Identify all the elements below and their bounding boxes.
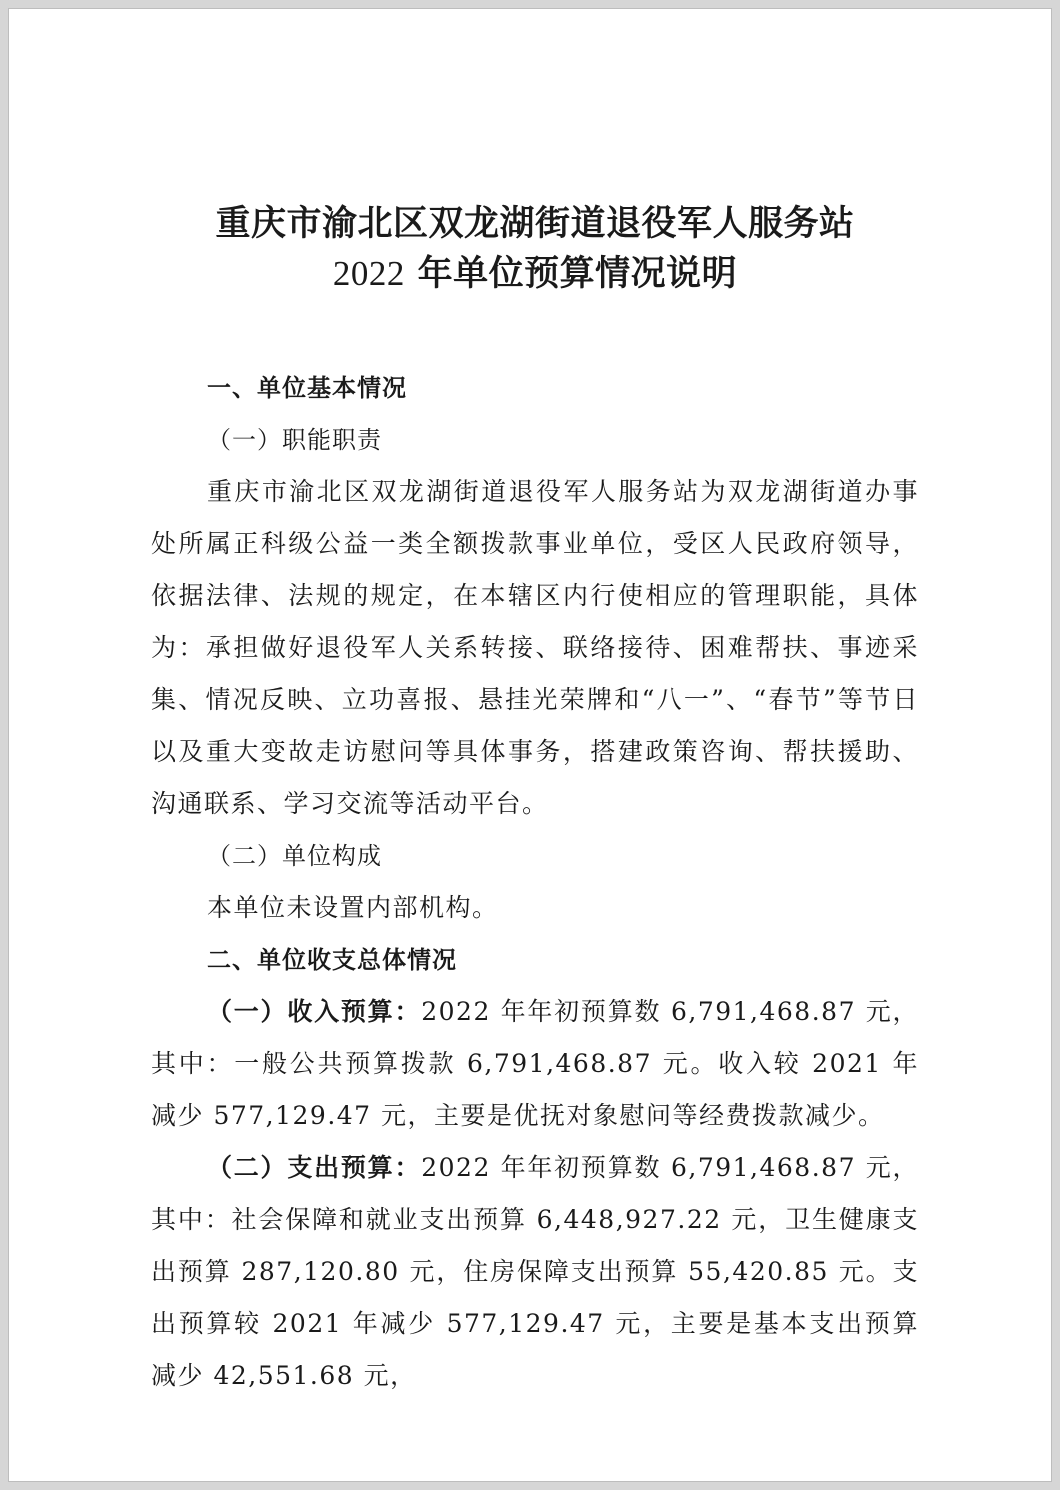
income-text: 2022 年年初预算数 6,791,468.87 元，其中：一般公共预算拨款 6,791,468.87 元。收入较 2021 年减少 577,129.47 元，主要是优抚对象慰问等经费拨款减少。 <box>151 997 919 1130</box>
title-year: 2022 <box>332 254 405 293</box>
title-line-2: 年单位预算情况说明 <box>404 254 738 294</box>
expense-paragraph <box>151 1142 919 1402</box>
duties-paragraph: 重庆市渝北区双龙湖街道退役军人服务站为双龙湖街道办事处所属正科级公益一类全额拨款事业单位，受区人民政府领导，依据法律、法规的规定，在本辖区内行使相应的管理职能，具体为：承担做好退役军人关系转接、联络接待、困难帮扶、事迹采集、情况反映、立功喜报、悬挂光荣牌和“八一”、“春节”等节日以及重大变故走访慰问等具体事务，搭建政策咨询、帮扶援助、沟通联系、学习交流等活动平台。 <box>151 477 919 818</box>
document-body <box>151 362 919 1402</box>
document-content <box>151 199 919 1402</box>
expense-label: （二）支出预算： <box>207 1153 422 1182</box>
section-1-sub-1-heading: （一）职能职责 <box>207 426 382 454</box>
income-label: （一）收入预算： <box>207 997 422 1026</box>
section-1-heading: 一、单位基本情况 <box>207 374 407 402</box>
income-paragraph <box>151 986 919 1142</box>
section-2-heading: 二、单位收支总体情况 <box>207 946 457 974</box>
section-1-sub-2-heading: （二）单位构成 <box>207 842 382 870</box>
document-page <box>8 8 1052 1482</box>
document-title <box>151 199 919 299</box>
expense-text: 2022 年年初预算数 6,791,468.87 元，其中：社会保障和就业支出预算 6,448,927.22 元，卫生健康支出预算 287,120.80 元，住房保障支出预算 55,420.85 元。支出预算较 2021 年减少 577,129.47 元，主要是基本支出预算减少 42,551.68 元， <box>151 1153 919 1390</box>
title-line-1: 重庆市渝北区双龙湖街道退役军人服务站 <box>215 204 855 244</box>
composition-paragraph: 本单位未设置内部机构。 <box>207 893 499 922</box>
